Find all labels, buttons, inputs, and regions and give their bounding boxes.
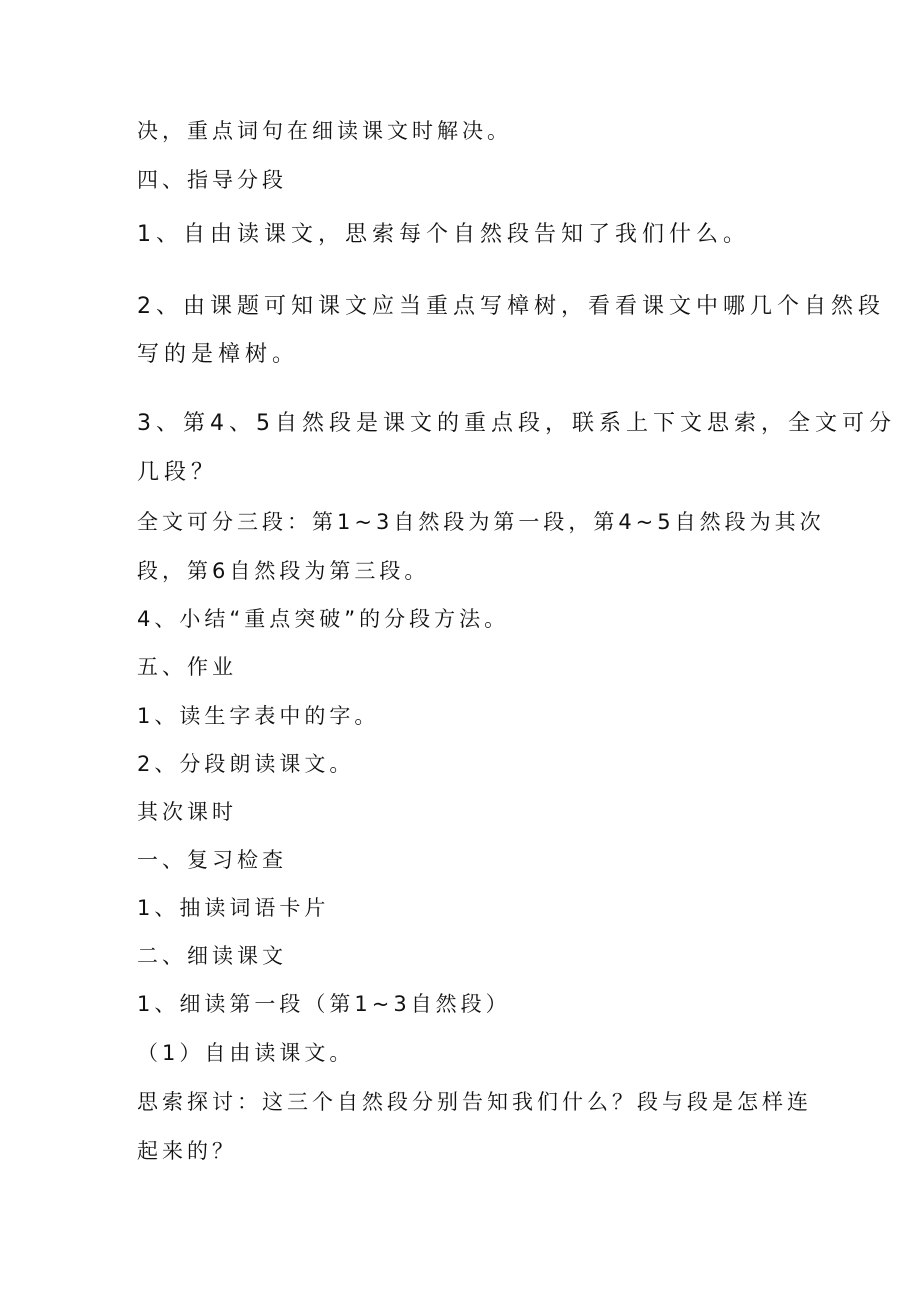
text-line: （1）自由读课文。 (137, 1041, 355, 1065)
section-heading: 二、细读课文 (137, 944, 287, 968)
section-heading: 一、复习检查 (137, 848, 287, 872)
text-line: 2、由课题可知课文应当重点写樟树，看看课文中哪几个自然段 (137, 294, 885, 319)
text-line: 1、抽读词语卡片 (137, 896, 330, 920)
text-line: 几段？ (137, 460, 219, 485)
section-heading: 四、指导分段 (137, 168, 287, 192)
text-line: 1、自由读课文，思索每个自然段告知了我们什么。 (137, 222, 750, 247)
text-line: 思索探讨：这三个自然段分别告知我们什么？段与段是怎样连 (137, 1090, 812, 1114)
text-line: 4、小结“重点突破”的分段方法。 (137, 607, 510, 631)
text-line: 3、第4、5自然段是课文的重点段，联系上下文思索，全文可分 (137, 411, 896, 436)
text-line: 2、分段朗读课文。 (137, 752, 355, 776)
section-heading: 其次课时 (137, 800, 237, 824)
text-line: 1、细读第一段（第1~3自然段） (137, 992, 511, 1016)
text-line: 写的是樟树。 (137, 342, 300, 367)
text-line: 1、读生字表中的字。 (137, 704, 380, 728)
text-line: 决，重点词句在细读课文时解决。 (137, 119, 512, 143)
section-heading: 五、作业 (137, 655, 237, 679)
text-line: 段，第6自然段为第三段。 (137, 559, 430, 583)
text-line: 起来的？ (137, 1139, 237, 1163)
text-line: 全文可分三段：第1~3自然段为第一段，第4~5自然段为其次 (137, 510, 825, 534)
